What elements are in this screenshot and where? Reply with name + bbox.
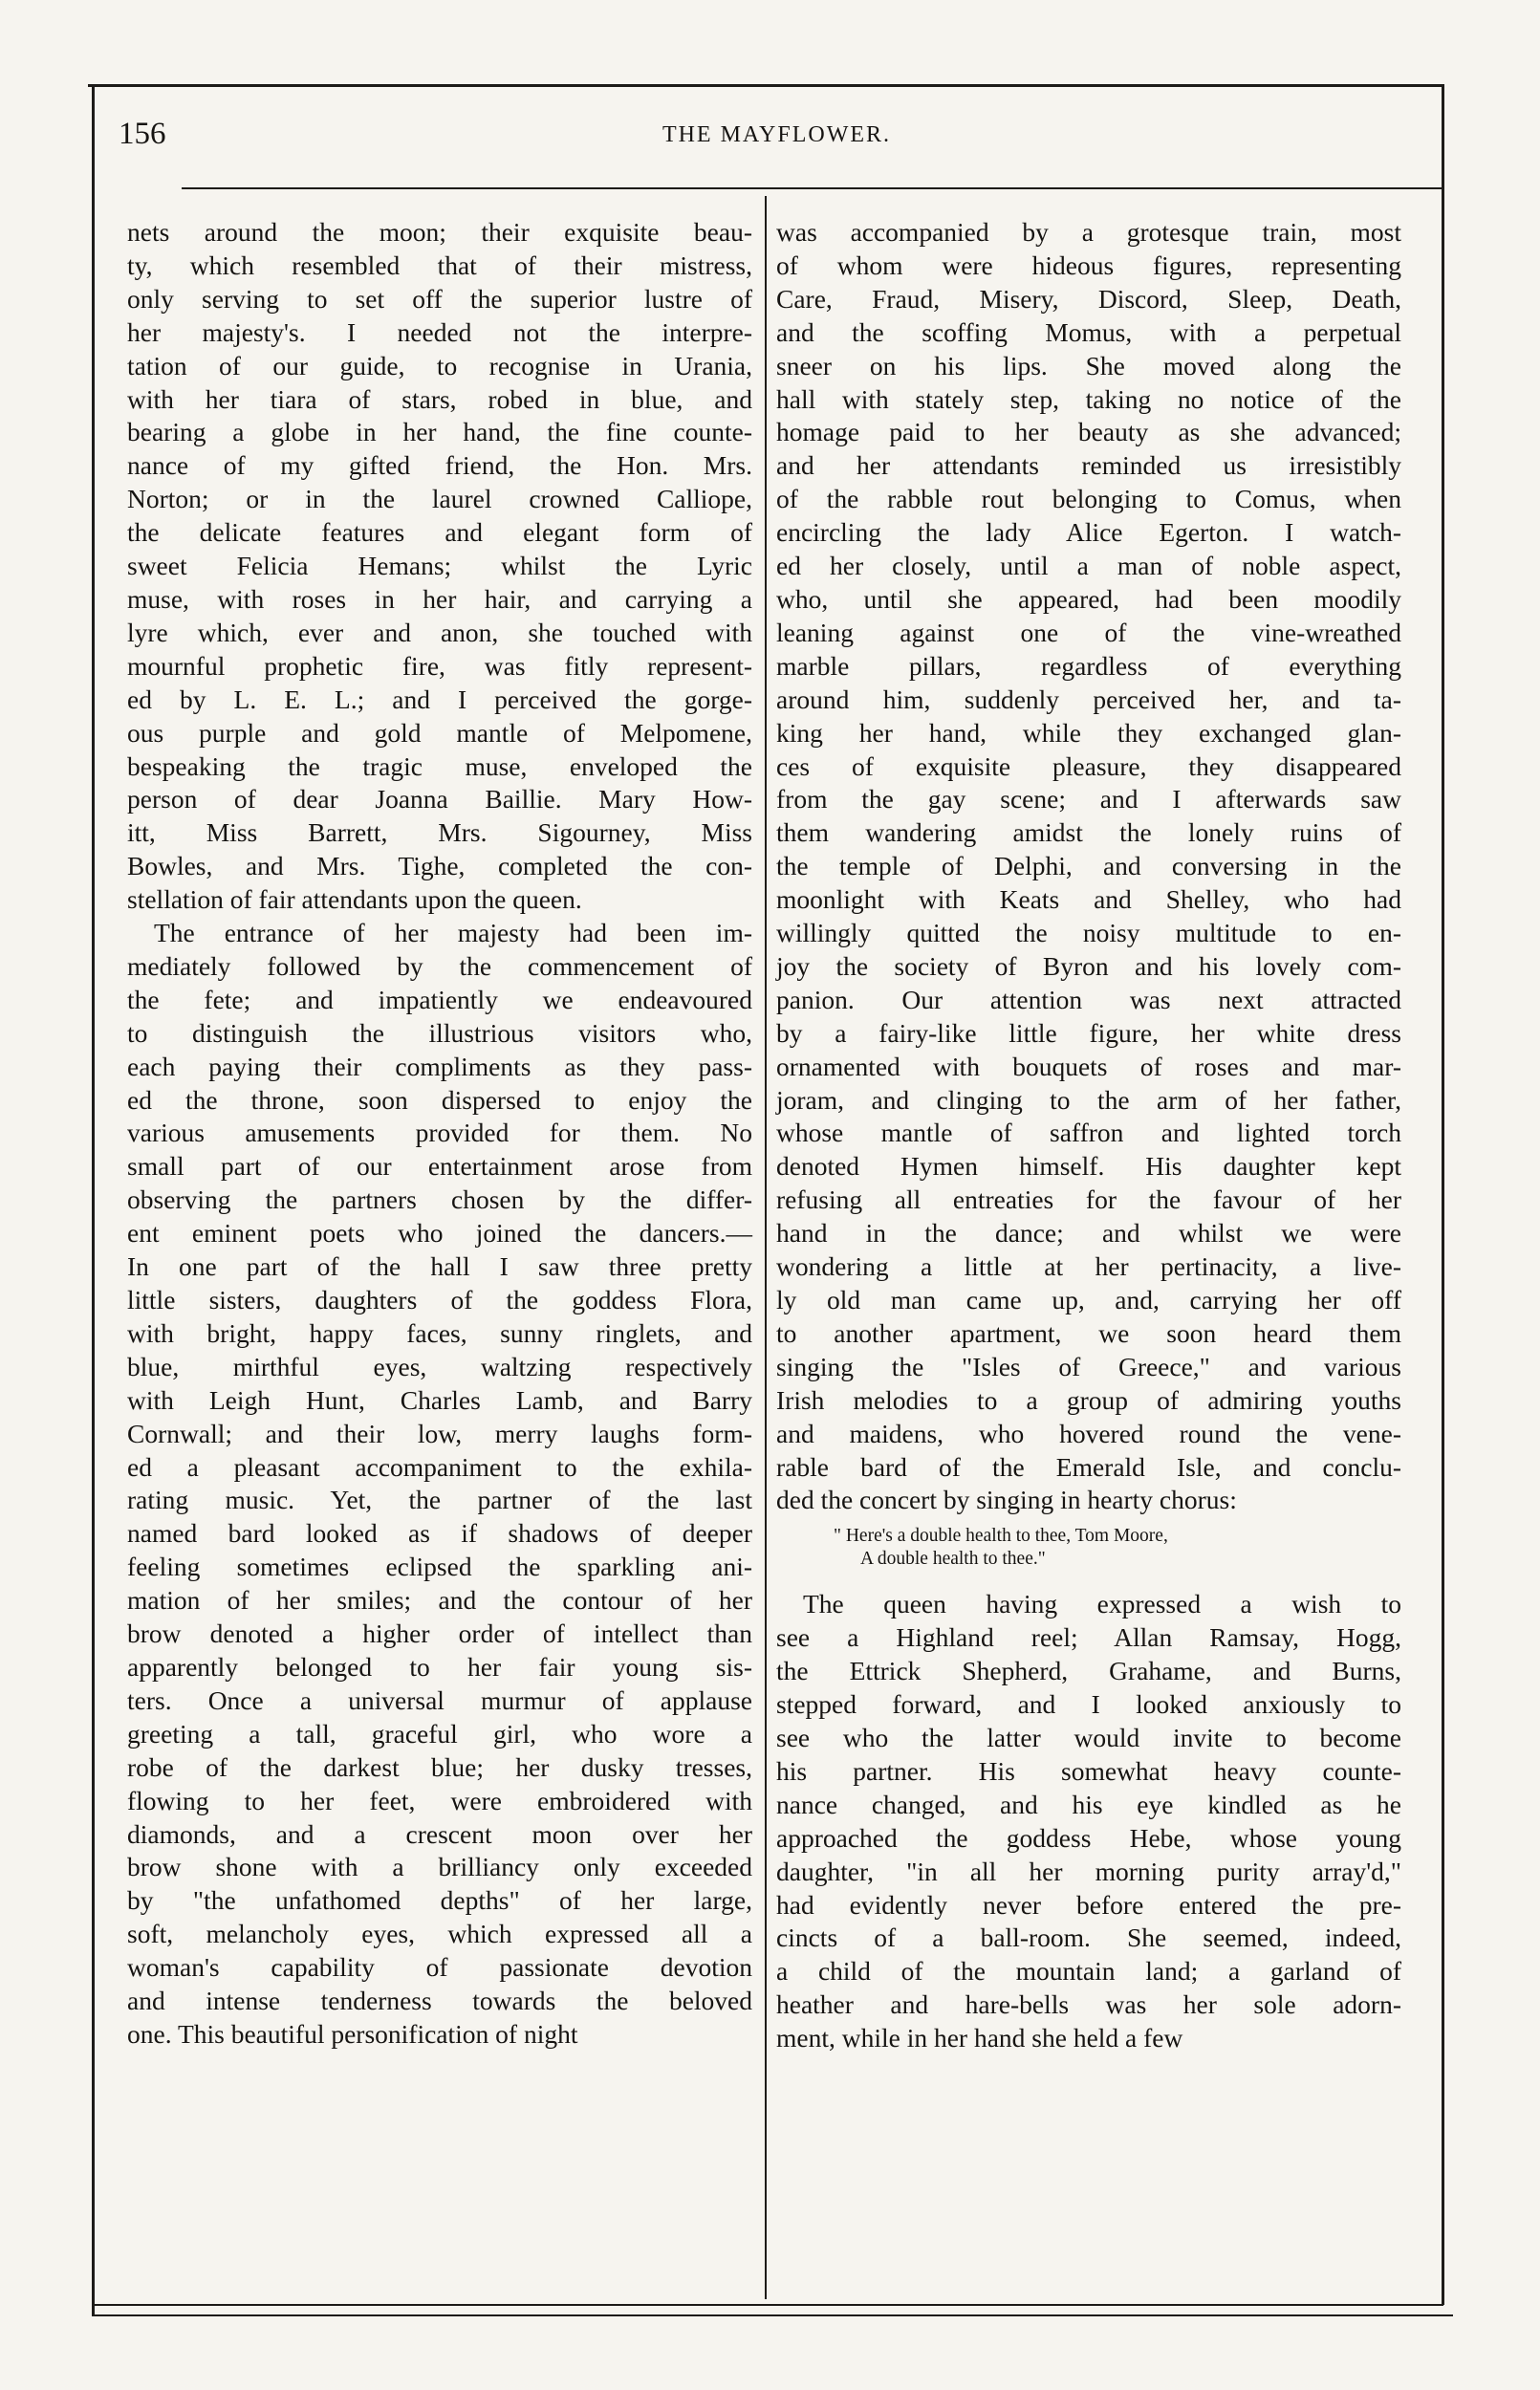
text-line: rating music. Yet, the partner of the last: [127, 1485, 752, 1515]
text-line: sneer on his lips. She moved along the: [776, 350, 1401, 380]
left-column: [127, 216, 752, 2052]
text-line: The entrance of her majesty had been im-: [154, 918, 752, 948]
text-line: ty, which resembled that of their mistress,: [127, 250, 752, 280]
text-line: Cornwall; and their low, merry laughs form-: [127, 1418, 752, 1448]
text-line: panion. Our attention was next attracted: [776, 984, 1401, 1014]
text-line: moonlight with Keats and Shelley, who had: [776, 884, 1401, 915]
text-line: soft, melancholy eyes, which expressed all a: [127, 1919, 752, 1949]
text-line: apparently belonged to her fair young sis-: [127, 1651, 752, 1682]
text-line: a child of the mountain land; a garland of: [776, 1956, 1401, 1987]
text-line: singing the "Isles of Greece," and various: [776, 1351, 1401, 1381]
text-line: ornamented with bouquets of roses and mar-: [776, 1051, 1401, 1081]
text-line: ous purple and gold mantle of Melpomene,: [127, 717, 752, 748]
journal-title: THE MAYFLOWER.: [662, 122, 892, 147]
text-line: nance changed, and his eye kindled as he: [776, 1789, 1401, 1819]
text-line: mournful prophetic fire, was fitly represent-: [127, 650, 752, 681]
text-line: by a fairy-like little figure, her white dress: [776, 1017, 1401, 1048]
text-line: with bright, happy faces, sunny ringlets, and: [127, 1317, 752, 1348]
text-line: only serving to set off the superior lustre of: [127, 283, 752, 314]
text-line: ces of exquisite pleasure, they disappeared: [776, 750, 1401, 781]
text-line: rable bard of the Emerald Isle, and conclu-: [776, 1451, 1401, 1482]
header-rule: [182, 187, 1442, 189]
text-line: heather and hare-bells was her sole adorn-: [776, 1989, 1401, 2020]
text-line: Norton; or in the laurel crowned Calliope,: [127, 484, 752, 514]
top-border-rule: [88, 84, 1443, 87]
text-line: to distinguish the illustrious visitors who,: [127, 1017, 752, 1048]
text-line: king her hand, while they exchanged glan-: [776, 717, 1401, 748]
page-number: 156: [119, 117, 166, 151]
text-line: The queen having expressed a wish to: [803, 1589, 1401, 1619]
text-line: hand in the dance; and whilst we were: [776, 1218, 1401, 1249]
text-line: nance of my gifted friend, the Hon. Mrs.: [127, 450, 752, 481]
text-line: robe of the darkest blue; her dusky tresses,: [127, 1751, 752, 1782]
text-line: and the scoffing Momus, with a perpetual: [776, 316, 1401, 347]
right-border-rule: [1442, 84, 1444, 2305]
text-line: denoted Hymen himself. His daughter kept: [776, 1151, 1401, 1182]
text-line: ent eminent poets who joined the dancers.—: [127, 1218, 752, 1249]
text-line: mediately followed by the commencement of: [127, 950, 752, 981]
running-head: [119, 117, 1435, 164]
text-line: the fete; and impatiently we endeavoured: [127, 984, 752, 1014]
text-line: willingly quitted the noisy multitude to en-: [776, 918, 1401, 948]
text-line: joy the society of Byron and his lovely com-: [776, 950, 1401, 981]
text-line: small part of our entertainment arose from: [127, 1151, 752, 1182]
text-line: ters. Once a universal murmur of applause: [127, 1684, 752, 1715]
text-line: of whom were hideous figures, representing: [776, 250, 1401, 280]
text-line: encircling the lady Alice Egerton. I watch-: [776, 517, 1401, 548]
text-line: observing the partners chosen by the differ-: [127, 1184, 752, 1215]
text-line: with Leigh Hunt, Charles Lamb, and Barry: [127, 1384, 752, 1415]
text-line: ed a pleasant accompaniment to the exhila-: [127, 1451, 752, 1482]
text-line: from the gay scene; and I afterwards saw: [776, 784, 1401, 815]
text-line: blue, mirthful eyes, waltzing respectively: [127, 1351, 752, 1381]
text-line: approached the goddess Hebe, whose young: [776, 1822, 1401, 1853]
text-line: ment, while in her hand she held a few: [776, 2023, 1183, 2053]
bottom-border-rule-outer: [92, 2314, 1453, 2316]
text-line: itt, Miss Barrett, Mrs. Sigourney, Miss: [127, 817, 752, 848]
text-line: with her tiara of stars, robed in blue, and: [127, 383, 752, 414]
text-line: them wandering amidst the lonely ruins of: [776, 817, 1401, 848]
text-line: and her attendants reminded us irresistibly: [776, 450, 1401, 481]
column-divider: [765, 196, 767, 2299]
text-line: greeting a tall, graceful girl, who wore a: [127, 1718, 752, 1749]
text-line: ed the throne, soon dispersed to enjoy the: [127, 1084, 752, 1115]
text-line: and maidens, who hovered round the vene-: [776, 1418, 1401, 1448]
text-line: Care, Fraud, Misery, Discord, Sleep, Death,: [776, 283, 1401, 314]
text-line: wondering a little at her pertinacity, a live-: [776, 1251, 1401, 1282]
text-line: tation of our guide, to recognise in Urania,: [127, 350, 752, 380]
text-line: ded the concert by singing in hearty chorus:: [776, 1485, 1237, 1515]
text-line: one. This beautiful personification of night: [127, 2018, 578, 2049]
text-line: Bowles, and Mrs. Tighe, completed the con-: [127, 851, 752, 881]
text-line: homage paid to her beauty as she advanced;: [776, 417, 1401, 447]
text-line: brow denoted a higher order of intellect than: [127, 1619, 752, 1649]
text-line: Irish melodies to a group of admiring youths: [776, 1384, 1401, 1415]
text-line: ed by L. E. L.; and I perceived the gorge-: [127, 684, 752, 714]
text-line: various amusements provided for them. No: [127, 1118, 752, 1148]
text-line: ed her closely, until a man of noble aspect,: [776, 551, 1401, 581]
text-line: was accompanied by a grotesque train, most: [776, 217, 1401, 247]
text-line: feeling sometimes eclipsed the sparkling ani-: [127, 1552, 752, 1582]
text-line: of the rabble rout belonging to Comus, when: [776, 484, 1401, 514]
text-line: muse, with roses in her hair, and carrying a: [127, 583, 752, 614]
text-line: brow shone with a brilliancy only exceeded: [127, 1852, 752, 1882]
text-line: see who the latter would invite to become: [776, 1722, 1401, 1752]
text-line: person of dear Joanna Baillie. Mary How-: [127, 784, 752, 815]
text-line: each paying their compliments as they pass-: [127, 1051, 752, 1081]
text-line: named bard looked as if shadows of deeper: [127, 1518, 752, 1549]
text-line: diamonds, and a crescent moon over her: [127, 1818, 752, 1849]
text-line: leaning against one of the vine-wreathed: [776, 617, 1401, 647]
text-line: daughter, "in all her morning purity array'd,": [776, 1856, 1401, 1886]
text-line: to another apartment, we soon heard them: [776, 1317, 1401, 1348]
text-line: lyre which, ever and anon, she touched with: [127, 617, 752, 647]
text-line: In one part of the hall I saw three pretty: [127, 1251, 752, 1282]
text-line: and intense tenderness towards the beloved: [127, 1986, 752, 2016]
bottom-border-rule: [92, 2304, 1443, 2306]
verse-line: A double health to thee.": [860, 1549, 1046, 1570]
text-line: joram, and clinging to the arm of her father,: [776, 1084, 1401, 1115]
text-line: cincts of a ball-room. She seemed, indeed,: [776, 1923, 1401, 1953]
text-line: sweet Felicia Hemans; whilst the Lyric: [127, 551, 752, 581]
left-border-rule: [92, 84, 95, 2316]
text-line: mation of her smiles; and the contour of her: [127, 1585, 752, 1616]
text-line: his partner. His somewhat heavy counte-: [776, 1755, 1401, 1786]
text-line: the Ettrick Shepherd, Grahame, and Burns,: [776, 1656, 1401, 1686]
text-line: flowing to her feet, were embroidered with: [127, 1785, 752, 1815]
text-line: marble pillars, regardless of everything: [776, 650, 1401, 681]
text-line: the temple of Delphi, and conversing in the: [776, 851, 1401, 881]
text-line: around him, suddenly perceived her, and ta-: [776, 684, 1401, 714]
text-line: bespeaking the tragic muse, enveloped the: [127, 750, 752, 781]
text-line: bearing a globe in her hand, the fine counte-: [127, 417, 752, 447]
text-line: stepped forward, and I looked anxiously to: [776, 1689, 1401, 1720]
text-line: hall with stately step, taking no notice of the: [776, 383, 1401, 414]
text-line: had evidently never before entered the pre-: [776, 1889, 1401, 1920]
text-line: her majesty's. I needed not the interpre-: [127, 316, 752, 347]
text-line: by "the unfathomed depths" of her large,: [127, 1885, 752, 1916]
text-line: whose mantle of saffron and lighted torch: [776, 1118, 1401, 1148]
right-column: [776, 216, 1401, 2055]
text-line: nets around the moon; their exquisite beau-: [127, 217, 752, 247]
text-line: the delicate features and elegant form of: [127, 517, 752, 548]
text-line: woman's capability of passionate devotion: [127, 1952, 752, 1983]
text-line: little sisters, daughters of the goddess Flora,: [127, 1285, 752, 1314]
text-line: refusing all entreaties for the favour of her: [776, 1184, 1401, 1215]
text-line: who, until she appeared, had been moodily: [776, 583, 1401, 614]
text-line: see a Highland reel; Allan Ramsay, Hogg,: [776, 1622, 1401, 1653]
text-line: ly old man came up, and, carrying her off: [776, 1285, 1401, 1314]
verse-line: " Here's a double health to thee, Tom Moore,: [834, 1526, 1168, 1547]
text-line: stellation of fair attendants upon the queen.: [127, 884, 582, 915]
